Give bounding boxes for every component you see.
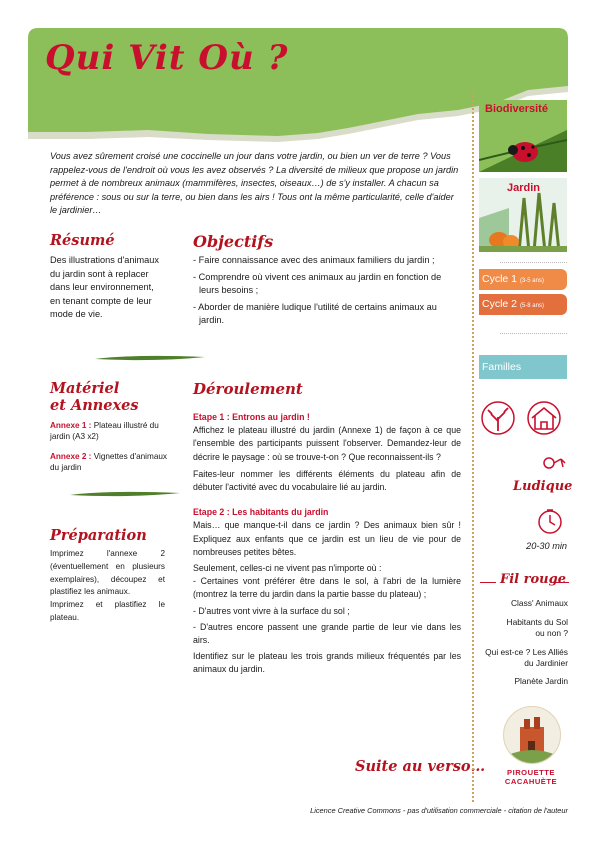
- brush-divider: [70, 490, 180, 498]
- objectif-item: - Comprendre où vivent ces animaux au jardin en fonction de leurs besoins ;: [193, 271, 442, 296]
- fil-rouge-rule-right: [553, 582, 569, 583]
- fil-rouge-rule-left: [480, 582, 496, 583]
- cycle-2-label: Cycle 2: [482, 298, 518, 310]
- etape-2-paragraph: - Certaines vont préférer être dans le sol, à l'abri de la lumière (montrez la terre du jardin dans la partie basse du plateau) ;: [193, 576, 461, 600]
- annexe-1: [50, 420, 168, 443]
- materiel-heading-line2: et Annexes: [50, 397, 139, 414]
- jardin-tile: [479, 178, 567, 252]
- fil-rouge-heading: Fil rouge: [500, 572, 566, 587]
- resume-text: Des illustrations d'animaux du jardin sont à replacer dans leur environnement, en tenant compte de leur mode de vie.: [50, 255, 159, 320]
- objectifs-heading: Objectifs: [193, 232, 274, 251]
- cycle-1-ages: (3-5 ans): [519, 278, 544, 284]
- preparation-text-1: Imprimez l'annexe 2 (éventuellement en plusieurs exemplaires), découpez et plastifiez les animaux.: [50, 549, 165, 597]
- fil-rouge-link[interactable]: Class' Animaux: [511, 598, 568, 608]
- biodiversite-label: Biodiversité: [485, 103, 548, 115]
- brush-divider: [95, 354, 205, 362]
- familles-label: Familles: [482, 361, 522, 373]
- etape-2-paragraph: - D'autres vont vivre à la surface du sol ;: [193, 605, 350, 616]
- fil-rouge-link[interactable]: Planète Jardin: [514, 676, 568, 686]
- annexe-1-text: Plateau illustré du jardin (A3 x2): [50, 421, 159, 442]
- objectifs-list: [193, 254, 461, 328]
- etape-2-paragraph: Identifiez sur le plateau les trois grands milieux fréquentés par les animaux du jardin.: [193, 651, 461, 675]
- preparation-heading: Préparation: [50, 527, 147, 544]
- etape-1-title: Etape 1 : Entrons au jardin !: [193, 412, 310, 422]
- pirouette-cacahuete-logo: [503, 706, 561, 764]
- fil-rouge-link[interactable]: Qui est-ce ? Les Alliés du Jardinier: [485, 647, 568, 669]
- intro-paragraph: Vous avez sûrement croisé une coccinelle un jour dans votre jardin, ou bien un ver de terre ? Vous rappelez-vous de l'endroit où vous les avez observés ? La diversité de milieux que propose un jardin permet à de nombreux animaux (mammifères, insectes, oiseaux…) de s'y installer. A chacun sa préférence : sous ou sur la terre, ou bien dans les airs ! Tous ont la même particularité, celle d'aider le jardinier…: [50, 151, 459, 216]
- duree-label: 20-30 min: [526, 541, 567, 551]
- dotted-separator: [500, 333, 567, 334]
- etape-2-title: Etape 2 : Les habitants du jardin: [193, 507, 329, 518]
- outdoor-tree-icon: [478, 401, 518, 437]
- etape-2-paragraph: Mais… que manque-t-il dans ce jardin ? Des animaux bien sûr ! Expliquez aux enfants que ce jardin est un lieu de vie pour de nombreuses petites bêtes.: [193, 520, 461, 557]
- objectif-item: - Aborder de manière ludique l'utilité de certains animaux au jardin.: [193, 301, 437, 326]
- deroulement-body: [193, 411, 461, 677]
- biodiversite-tile: [479, 100, 567, 172]
- fil-rouge-link[interactable]: Habitants du Sol ou non ?: [506, 617, 568, 639]
- etape-1-paragraph: Affichez le plateau illustré du jardin (Annexe 1) de façon à ce que l'ensemble des participants puissent l'observer. Demandez-leur de décrire le paysage : où se trouve-t-on ? Que reconnaissent-ils ?: [193, 425, 461, 462]
- sidebar-divider: [472, 92, 474, 802]
- cycle-2-ages: (5-8 ans): [519, 303, 544, 309]
- logo-text-line1: PIROUETTE: [507, 768, 555, 777]
- etape-2-paragraph: Seulement, celles-ci ne vivent pas n'importe où :: [193, 563, 382, 574]
- etape-2-paragraph: - D'autres encore passent une grande partie de leur vie dans les airs.: [193, 621, 461, 646]
- annexe-2-text: Vignettes d'animaux du jardin: [50, 452, 168, 473]
- materiel-heading: [50, 380, 139, 414]
- ludique-icon: [543, 455, 567, 471]
- familles-badge: [479, 355, 567, 379]
- ludique-label: Ludique: [513, 479, 573, 494]
- cycle-1-label: Cycle 1: [482, 273, 518, 285]
- logo-castle-illustration: [504, 707, 560, 763]
- cycle-2-badge: [479, 294, 567, 315]
- etape-1-paragraph: Faites-leur nommer les différents éléments du plateau afin de débuter l'activité avec du vocabulaire lié au jardin.: [193, 468, 461, 493]
- cycle-1-badge: [479, 269, 567, 290]
- logo-text-line2: CACAHUÈTE: [504, 777, 558, 786]
- dotted-separator: [500, 262, 567, 263]
- clock-icon: [537, 507, 563, 535]
- annexe-1-label: Annexe 1 :: [50, 421, 92, 430]
- page-title: Qui Vit Où ?: [45, 38, 289, 78]
- deroulement-heading: Déroulement: [193, 380, 303, 398]
- materiel-heading-line1: Matériel: [50, 380, 120, 397]
- annexe-2-label: Annexe 2 :: [50, 452, 92, 461]
- suite-au-verso: Suite au verso…: [355, 758, 486, 775]
- preparation-text: [50, 548, 165, 625]
- license-footer: Licence Creative Commons - pas d'utilisation commerciale - citation de l'auteur: [310, 806, 568, 815]
- annexe-2: [50, 451, 168, 474]
- indoor-house-icon: [524, 401, 564, 437]
- resume-heading: Résumé: [50, 232, 115, 249]
- objectif-item: - Faire connaissance avec des animaux familiers du jardin ;: [193, 255, 435, 265]
- jardin-label: Jardin: [507, 182, 541, 194]
- preparation-text-2: Imprimez et plastifiez le plateau.: [50, 600, 165, 622]
- logo-text: [497, 768, 565, 786]
